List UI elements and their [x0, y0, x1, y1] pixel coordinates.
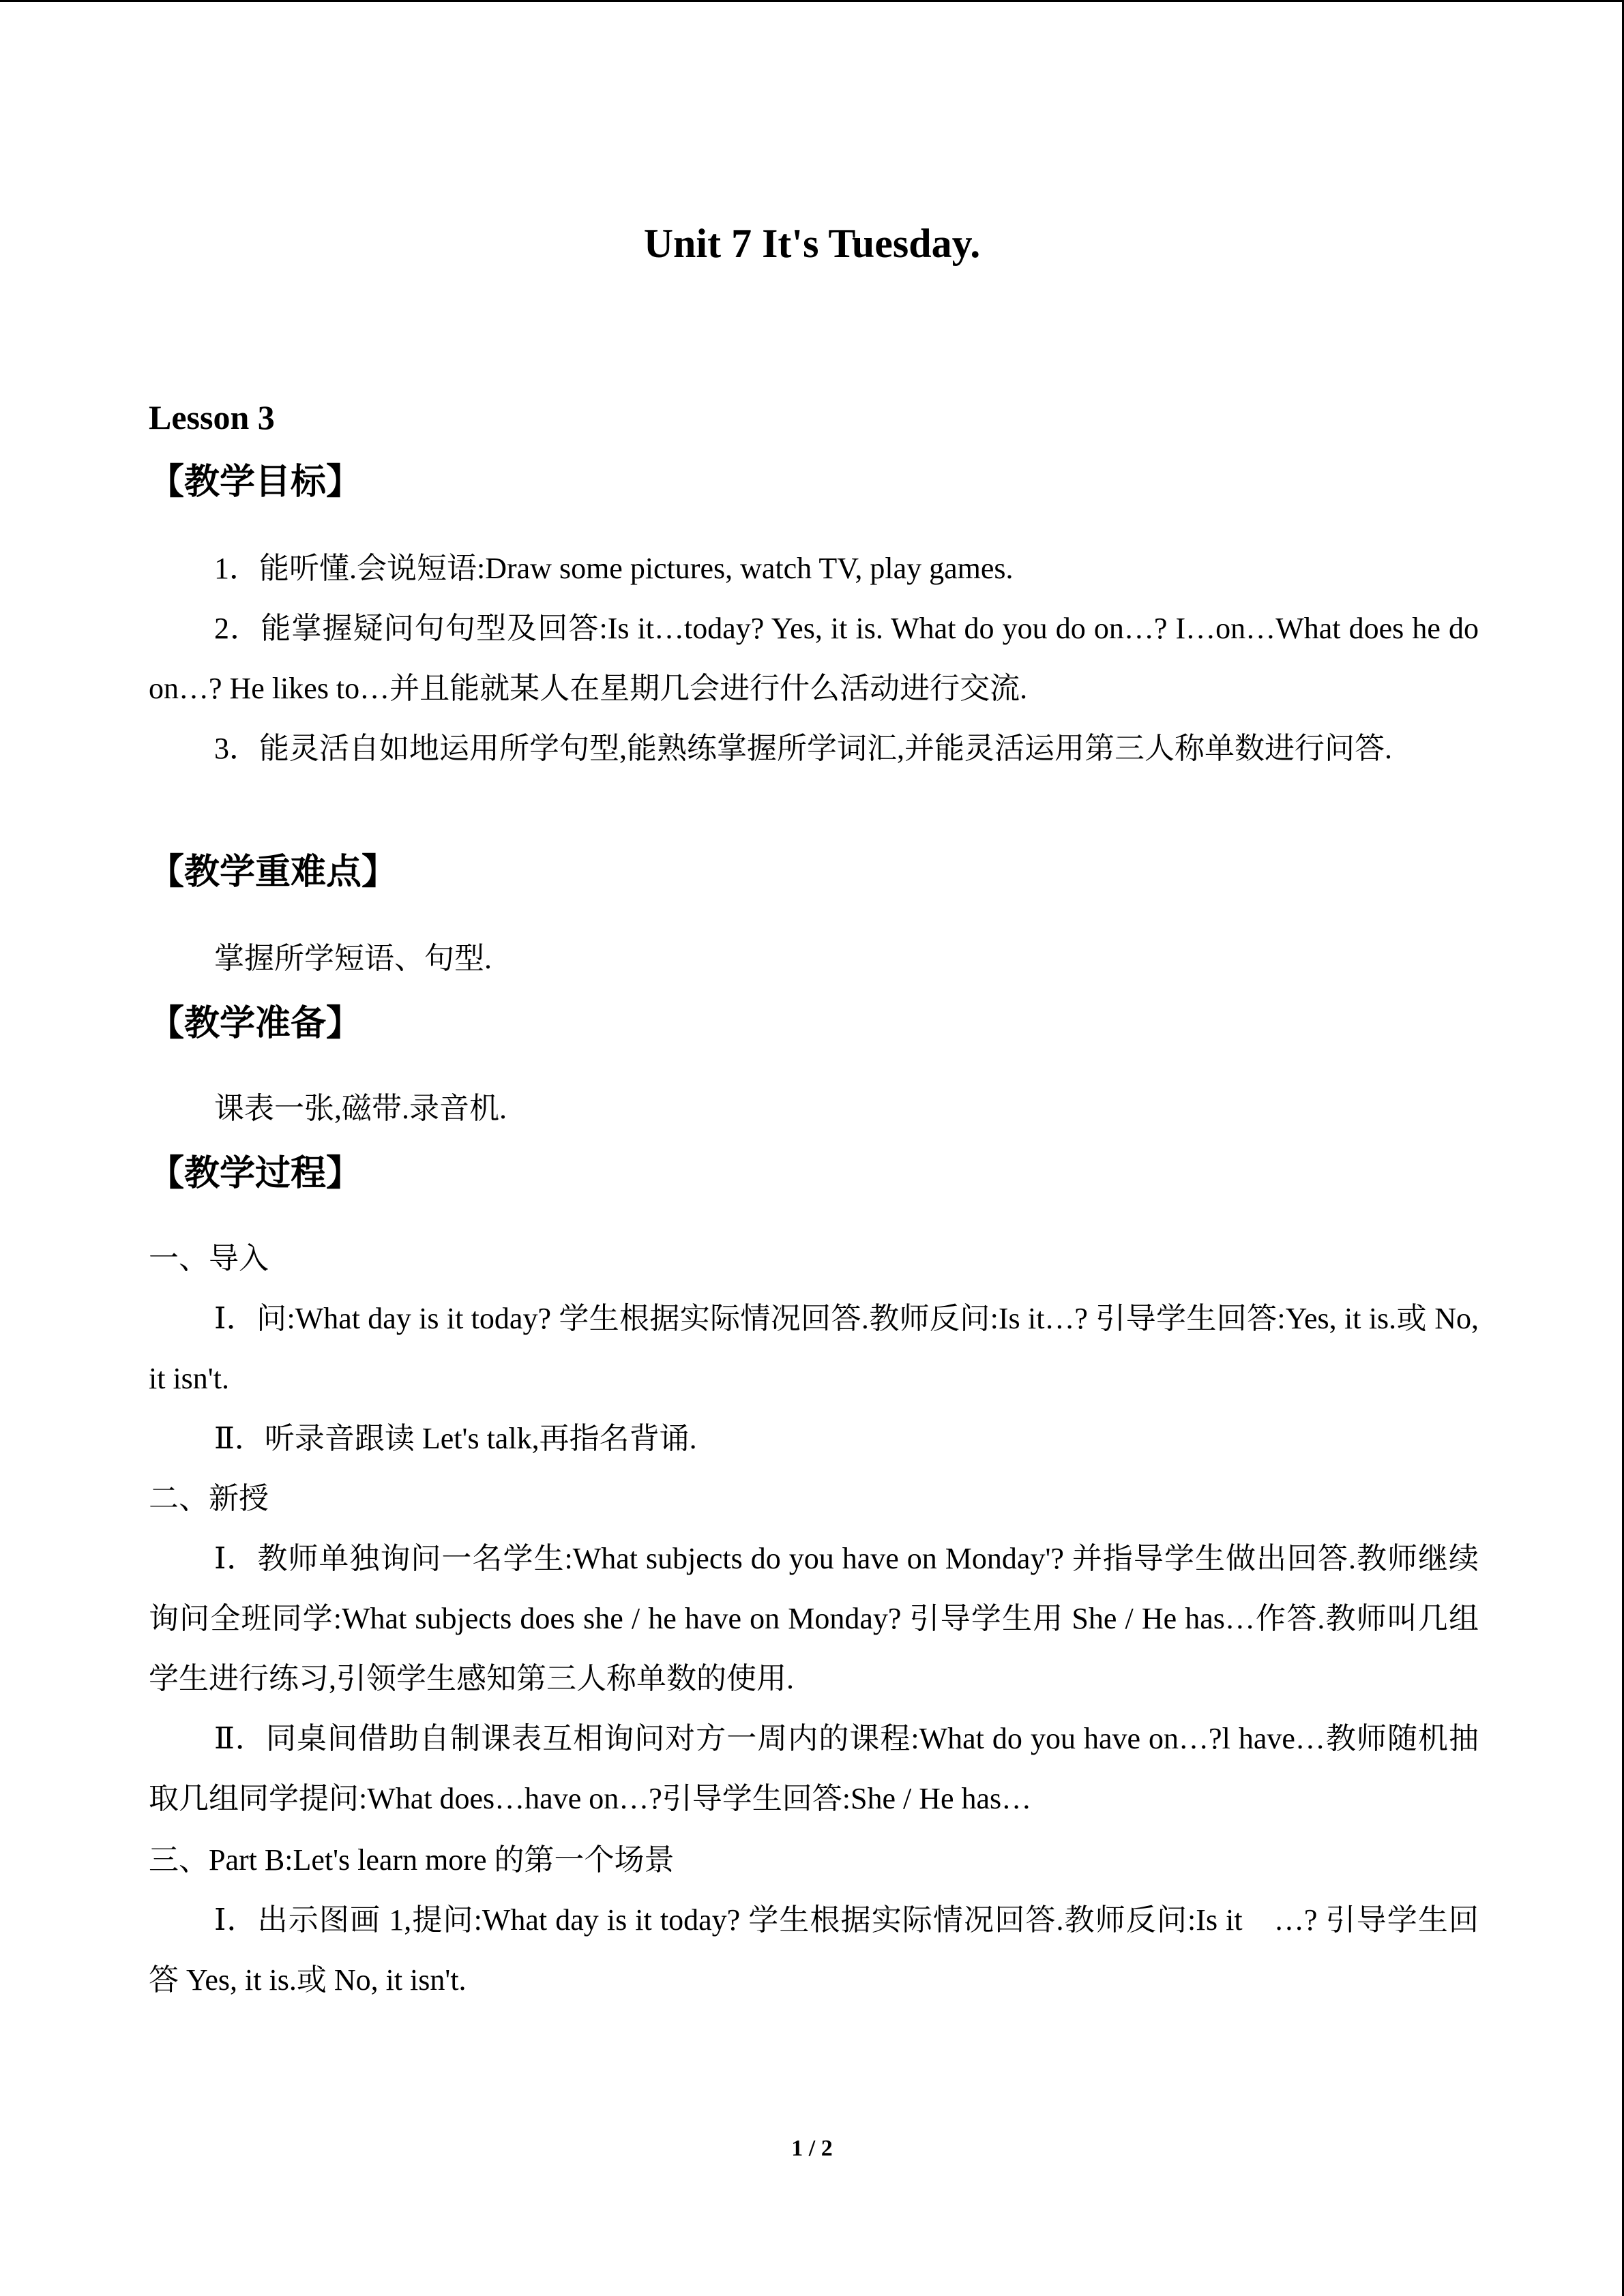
process-part1-item-1: Ⅰ．问:What day is it today? 学生根据实际情况回答.教师反问:Is it…? 引导学生回答:Yes, it is.或 No, it isn't. — [149, 1302, 1479, 1395]
process-part2-item-2: Ⅱ．同桌间借助自制课表互相询问对方一周内的课程:What do you have on…?l have…教师随机抽取几组同学提问:What does…have on…?引导学生回答:She / He has… — [149, 1722, 1479, 1815]
goal-item-3: 3．能灵活自如地运用所学句型,能熟练掌握所学词汇,并能灵活运用第三人称单数进行问答. — [214, 732, 1392, 765]
process-part2-title: 二、新授 — [149, 1482, 269, 1515]
key-points-text: 掌握所学短语、句型. — [214, 942, 492, 975]
page-border-top — [0, 0, 1624, 2]
process-part1-item-2: Ⅱ．听录音跟读 Let's talk,再指名背诵. — [214, 1422, 697, 1455]
page-number: 1 / 2 — [791, 2136, 833, 2161]
process-part2-item-1: Ⅰ．教师单独询问一名学生:What subjects do you have on Monday'? 并指导学生做出回答.教师继续询问全班同学:What subjects does she / he have on Monday? 引导学生用 She / He has…作答.教师叫几组学生进行练习,引领学生感知第三人称单数的使用. — [149, 1542, 1479, 1695]
preparation-text: 课表一张,磁带.录音机. — [214, 1092, 507, 1125]
preparation-heading: 【教学准备】 — [149, 1004, 362, 1043]
process-heading: 【教学过程】 — [149, 1154, 362, 1193]
goal-item-1: 1．能听懂.会说短语:Draw some pictures, watch TV, play games. — [214, 552, 1014, 585]
key-points-heading: 【教学重难点】 — [149, 853, 398, 892]
process-part3-title: 三、Part B:Let's learn more 的第一个场景 — [149, 1843, 675, 1877]
goals-heading: 【教学目标】 — [149, 463, 362, 502]
goal-item-2: 2．能掌握疑问句句型及回答:Is it…today? Yes, it is. What do you do on…? I…on…What does he do on…? He likes to…并且能就某人在星期几会进行什么活动进行交流. — [149, 612, 1479, 705]
process-part1-title: 一、导入 — [149, 1242, 269, 1275]
process-part3-item-1: Ⅰ．出示图画 1,提问:What day is it today? 学生根据实际情况回答.教师反问:Is it …? 引导学生回答 Yes, it is.或 No, it isn't. — [149, 1903, 1479, 1997]
lesson-label: Lesson 3 — [149, 398, 275, 436]
document-title: Unit 7 It's Tuesday. — [643, 221, 981, 266]
